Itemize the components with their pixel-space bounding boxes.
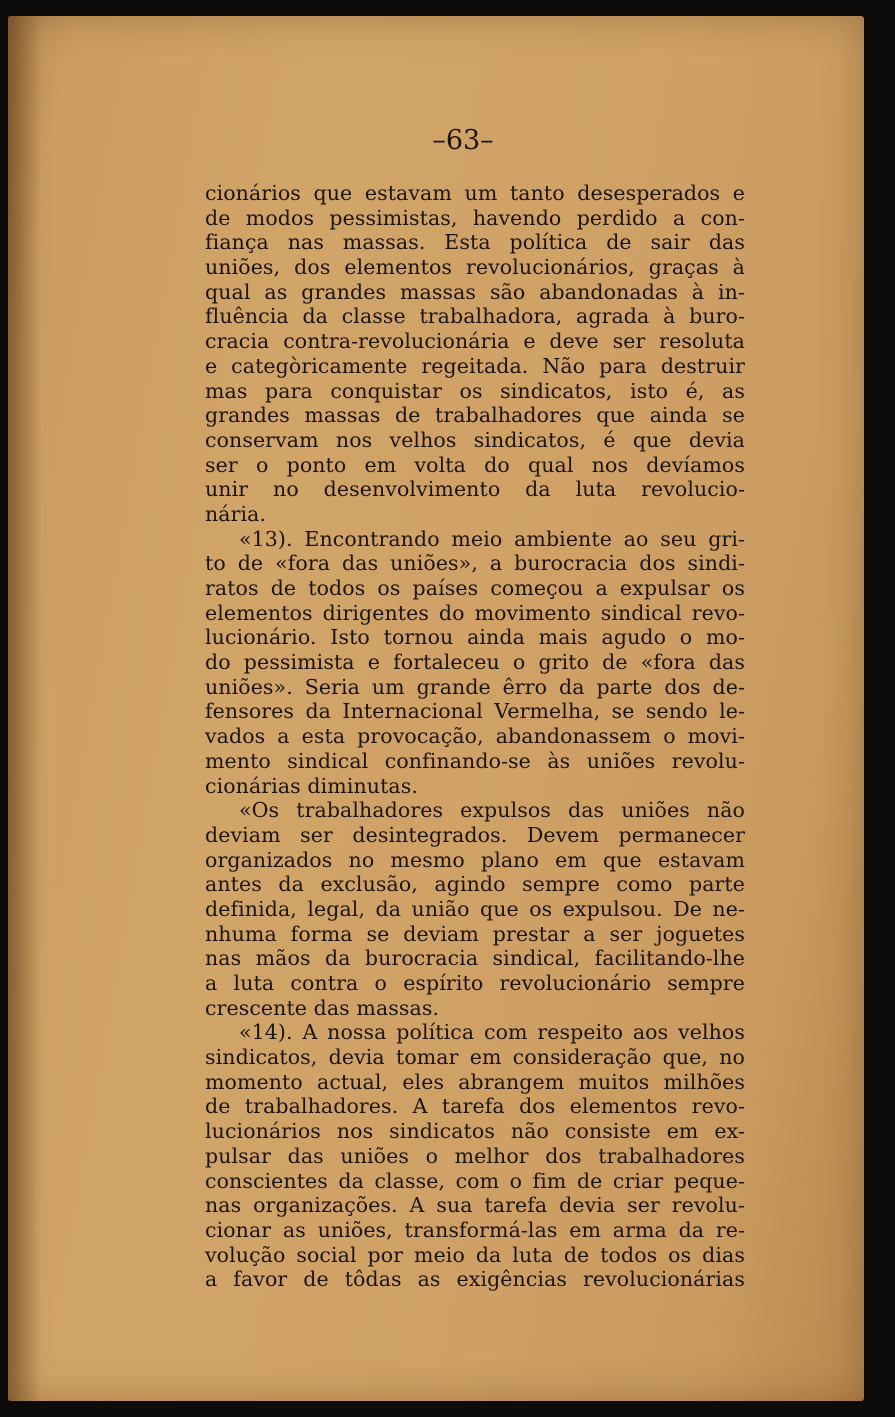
text-line: fensores da Internacional Vermelha, se sendo le- bbox=[205, 699, 745, 724]
text-line: volução social por meio da luta de todos os dias bbox=[205, 1242, 745, 1267]
text-line: a luta contra o espírito revolucionário sempre bbox=[205, 971, 745, 995]
text-line: «Os trabalhadores expulsos das uniões não bbox=[239, 798, 745, 823]
text-line: lucionário. Isto tornou ainda mais agudo o mo- bbox=[205, 625, 745, 650]
text-line: antes da exclusão, agindo sempre como parte bbox=[205, 872, 745, 897]
text-line: «13). Encontrando meio ambiente ao seu gri- bbox=[239, 526, 745, 551]
text-line: momento actual, eles abrangem muitos milhões bbox=[205, 1069, 745, 1094]
text-line: grandes massas de trabalhadores que ainda se bbox=[205, 403, 745, 428]
text-line: lucionários nos sindicatos não consiste em ex- bbox=[205, 1119, 745, 1144]
text-line: qual as grandes massas são abandonadas à in- bbox=[205, 279, 745, 304]
page-number: –63– bbox=[432, 125, 494, 156]
text-line: conscientes da classe, com o fim de criar peque- bbox=[205, 1168, 745, 1193]
body-text bbox=[205, 181, 745, 1292]
text-line: cracia contra-revolucionária e deve ser resoluta bbox=[205, 329, 745, 354]
text-line: do pessimista e fortaleceu o grito de «fora das bbox=[205, 650, 745, 675]
text-line: mas para conquistar os sindicatos, isto é, as bbox=[205, 378, 745, 403]
text-line: definida, legal, da união que os expulsou. De ne- bbox=[205, 896, 745, 921]
text-line: nhuma forma se deviam prestar a ser joguetes bbox=[205, 921, 745, 946]
text-line: cionárias diminutas. bbox=[205, 773, 418, 798]
text-line: sindicatos, devia tomar em consideração que, no bbox=[205, 1045, 745, 1070]
text-line: «14). A nossa política com respeito aos velhos bbox=[239, 1020, 745, 1045]
text-line: elementos dirigentes do movimento sindical revo- bbox=[205, 600, 745, 625]
text-line: fiança nas massas. Esta política de sair das bbox=[205, 230, 745, 255]
text-line: ser o ponto em volta do qual nos devíamos bbox=[205, 452, 745, 477]
text-line: e categòricamente regeitada. Não para destruir bbox=[205, 353, 745, 378]
text-line: de modos pessimistas, havendo perdido a con- bbox=[205, 205, 745, 230]
text-line: unir no desenvolvimento da luta revolucio- bbox=[205, 477, 745, 502]
text-line: ratos de todos os países começou a expulsar os bbox=[205, 576, 745, 600]
text-line: crescente das massas. bbox=[205, 995, 440, 1020]
text-line: nas organizações. A sua tarefa devia ser revolu- bbox=[205, 1193, 745, 1218]
text-line: conservam nos velhos sindicatos, é que devia bbox=[205, 427, 745, 452]
text-line: mento sindical confinando-se às uniões revolu- bbox=[205, 748, 745, 773]
text-line: uniões, dos elementos revolucionários, graças à bbox=[205, 255, 745, 280]
text-line: de trabalhadores. A tarefa dos elementos revo- bbox=[205, 1094, 745, 1119]
text-line: nas mãos da burocracia sindical, facilitando-lhe bbox=[205, 946, 745, 971]
text-line: organizados no mesmo plano em que estavam bbox=[205, 847, 745, 872]
text-line: deviam ser desintegrados. Devem permanecer bbox=[205, 822, 745, 847]
text-line: uniões». Seria um grande êrro da parte dos de- bbox=[205, 674, 745, 699]
text-line: nária. bbox=[205, 501, 267, 526]
text-line: cionar as uniões, transformá-las em arma da re- bbox=[205, 1217, 745, 1242]
text-line: to de «fora das uniões», a burocracia dos sindi- bbox=[205, 551, 745, 576]
text-line: vados a esta provocação, abandonassem o movi- bbox=[205, 724, 745, 749]
text-line: fluência da classe trabalhadora, agrada à buro- bbox=[205, 304, 745, 329]
book-page bbox=[8, 16, 864, 1401]
text-line: a favor de tôdas as exigências revolucionárias bbox=[205, 1267, 745, 1292]
text-line: pulsar das uniões o melhor dos trabalhadores bbox=[205, 1143, 745, 1168]
text-line: cionários que estavam um tanto desesperados e bbox=[205, 181, 745, 205]
